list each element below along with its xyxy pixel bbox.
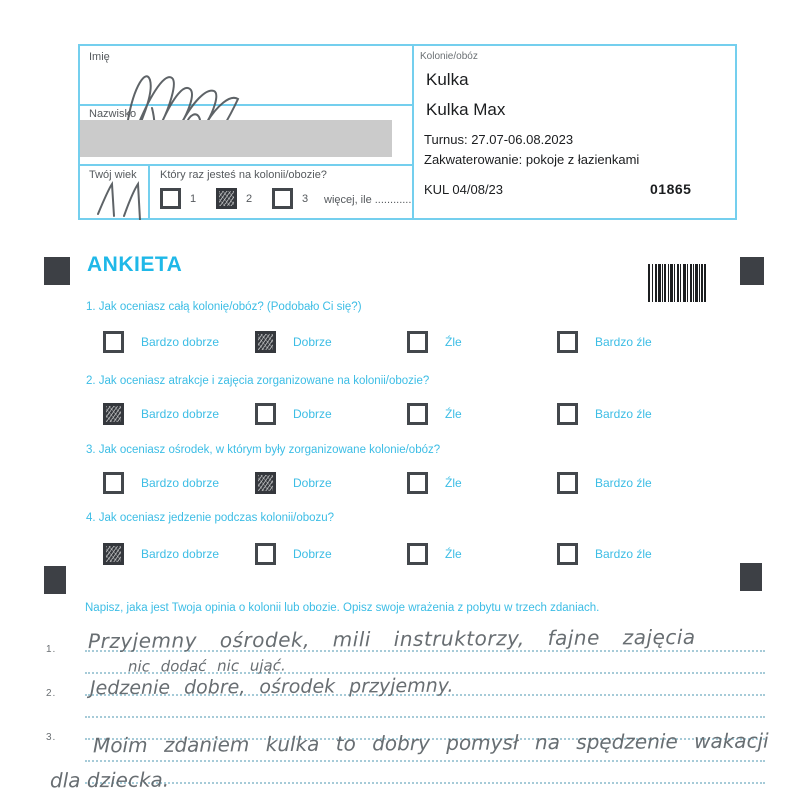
q1-option-dobrze: Dobrze xyxy=(255,331,332,353)
q1-checkbox-bardzo-dobrze[interactable] xyxy=(103,331,124,353)
handwritten-opinion-3-continued: dla dziecka. xyxy=(49,767,170,793)
q1-checkbox-zle[interactable] xyxy=(407,331,428,353)
camp-name-line2: Kulka Max xyxy=(426,100,506,119)
age-handwriting xyxy=(92,180,152,220)
handwritten-opinion-1-continued: nic dodać nic ująć. xyxy=(127,656,286,676)
q3-option-dobrze: Dobrze xyxy=(255,472,332,494)
q4-checkbox-dobrze[interactable] xyxy=(255,543,276,565)
q4-checkbox-bardzo-zle[interactable] xyxy=(557,543,578,565)
q3-option-bardzo-dobrze: Bardzo dobrze xyxy=(103,472,219,494)
redaction-box xyxy=(80,120,392,157)
answer-line-3b[interactable] xyxy=(85,760,765,762)
q2-checkbox-bardzo-dobrze[interactable] xyxy=(103,403,124,425)
barcode xyxy=(648,264,706,302)
q1-option-bardzo-dobrze: Bardzo dobrze xyxy=(103,331,219,353)
visit-option-label: 3 xyxy=(302,192,309,205)
survey-title: ANKIETA xyxy=(87,253,183,276)
q3-option-bardzo-zle: Bardzo źle xyxy=(557,472,652,494)
q1-option-bardzo-zle: Bardzo źle xyxy=(557,331,652,353)
first-name-label: Imię xyxy=(89,51,110,63)
q2-option-bardzo-zle: Bardzo źle xyxy=(557,403,652,425)
visit-option-3 xyxy=(272,188,308,209)
visit-count-question: Który raz jesteś na kolonii/obozie? xyxy=(160,169,327,181)
visit-checkbox-3[interactable] xyxy=(272,188,293,209)
question-4: 4. Jak oceniasz jedzenie podczas kolonii/obozu? xyxy=(86,512,335,524)
handwritten-opinion-2: Jedzenie dobre, ośrodek przyjemny. xyxy=(89,674,454,700)
q1-option-zle: Źle xyxy=(407,331,462,353)
answer-line-number-1: 1. xyxy=(46,644,57,655)
q2-option-dobrze: Dobrze xyxy=(255,403,332,425)
q2-checkbox-dobrze[interactable] xyxy=(255,403,276,425)
q2-option-bardzo-dobrze: Bardzo dobrze xyxy=(103,403,219,425)
q2-checkbox-bardzo-zle[interactable] xyxy=(557,403,578,425)
visit-checkbox-2[interactable] xyxy=(216,188,237,209)
q3-checkbox-bardzo-dobrze[interactable] xyxy=(103,472,124,494)
divider-horizontal-2 xyxy=(80,164,412,166)
q4-checkbox-zle[interactable] xyxy=(407,543,428,565)
handwritten-opinion-1: Przyjemny ośrodek, mili instruktorzy, fajne zajęcia xyxy=(87,624,696,654)
accommodation-row: Zakwaterowanie: pokoje z łazienkami xyxy=(424,152,640,167)
answer-line-number-2: 2. xyxy=(46,688,57,699)
visit-option-label: 2 xyxy=(246,192,253,205)
q4-option-bardzo-zle: Bardzo źle xyxy=(557,543,652,565)
camp-name-line1: Kulka xyxy=(426,70,469,89)
q1-checkbox-bardzo-zle[interactable] xyxy=(557,331,578,353)
q3-checkbox-zle[interactable] xyxy=(407,472,428,494)
q1-checkbox-dobrze[interactable] xyxy=(255,331,276,353)
camp-code: KUL 04/08/23 xyxy=(424,182,504,197)
last-name-label: Nazwisko xyxy=(89,108,137,120)
handwritten-opinion-3: Moim zdaniem kulka to dobry pomysł na spędzenie wakacji xyxy=(92,728,769,758)
visit-option-2 xyxy=(216,188,252,209)
q4-option-dobrze: Dobrze xyxy=(255,543,332,565)
registration-mark-top-left xyxy=(44,257,70,285)
opinion-prompt: Napisz, jaka jest Twoja opinia o kolonii lub obozie. Opisz swoje wrażenia z pobytu w trzech zdaniach. xyxy=(85,602,600,614)
q3-checkbox-dobrze[interactable] xyxy=(255,472,276,494)
q4-option-bardzo-dobrze: Bardzo dobrze xyxy=(103,543,219,565)
q4-option-zle: Źle xyxy=(407,543,462,565)
visit-option-1 xyxy=(160,188,196,209)
divider-vertical-main xyxy=(412,46,414,218)
question-3: 3. Jak oceniasz ośrodek, w którym były zorganizowane kolonie/obóz? xyxy=(86,444,441,456)
answer-line-number-3: 3. xyxy=(46,732,57,743)
visit-checkbox-1[interactable] xyxy=(160,188,181,209)
question-2: 2. Jak oceniasz atrakcje i zajęcia zorganizowane na kolonii/obozie? xyxy=(86,375,430,387)
registration-mark-top-right xyxy=(740,257,764,285)
age-label: Twój wiek xyxy=(89,169,137,181)
q2-checkbox-zle[interactable] xyxy=(407,403,428,425)
registration-mark-mid-left xyxy=(44,566,66,594)
q2-option-zle: Źle xyxy=(407,403,462,425)
camp-label: Kolonie/obóz xyxy=(420,51,478,62)
answer-line-extra[interactable] xyxy=(85,782,765,784)
q3-option-zle: Źle xyxy=(407,472,462,494)
q3-checkbox-bardzo-zle[interactable] xyxy=(557,472,578,494)
registration-form xyxy=(78,44,737,220)
answer-line-2b[interactable] xyxy=(85,716,765,718)
visit-option-label: 1 xyxy=(190,192,197,205)
visit-more-label: więcej, ile ............ xyxy=(324,194,412,206)
question-1: 1. Jak oceniasz całą kolonię/obóz? (Podobało Ci się?) xyxy=(86,301,362,313)
form-number: 01865 xyxy=(650,181,692,197)
registration-mark-mid-right xyxy=(740,563,762,591)
q4-checkbox-bardzo-dobrze[interactable] xyxy=(103,543,124,565)
turnus-row: Turnus: 27.07-06.08.2023 xyxy=(424,132,574,147)
